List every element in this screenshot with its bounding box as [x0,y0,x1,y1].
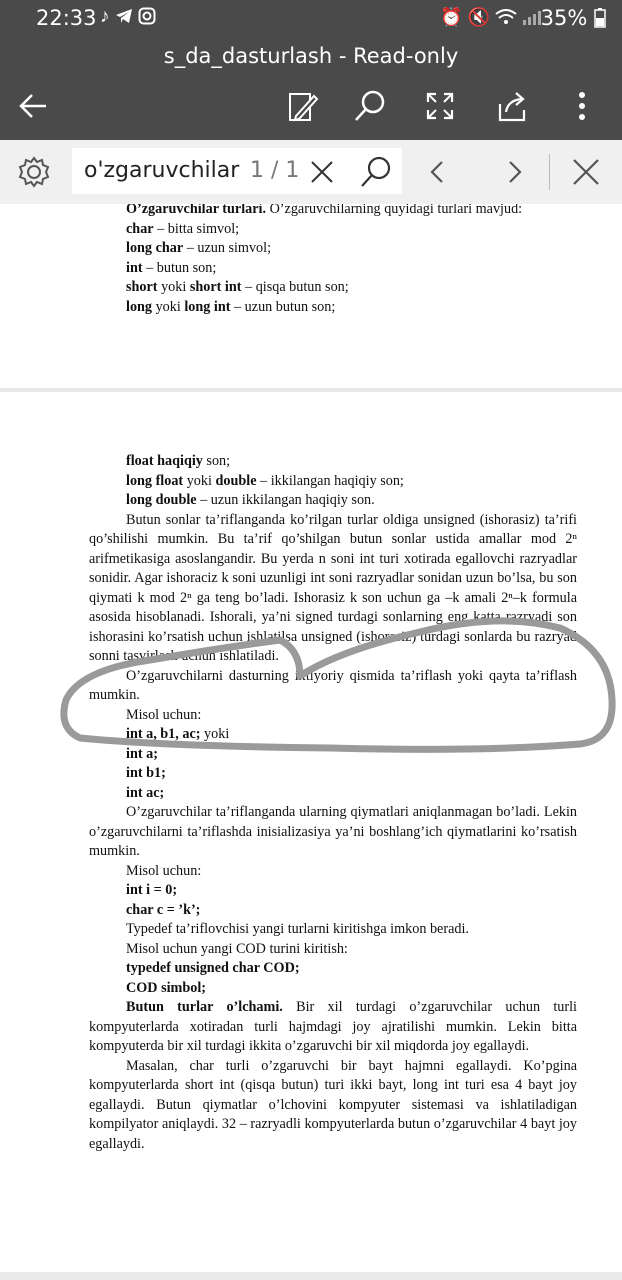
example-label-2: Misol uchun: [126,862,202,879]
type-float: float haqiqiy son; [126,453,231,469]
tiktok-icon: ♪ [100,6,110,27]
status-bar [0,0,622,38]
pdf-page-2 [0,392,622,1272]
find-bar [0,140,622,205]
find-divider [549,154,550,190]
previous-match-icon[interactable] [418,152,458,192]
code-line: typedef unsigned char COD; [126,960,300,976]
share-icon[interactable] [492,88,532,124]
type-long-char: long char – uzun simvol; [126,240,272,256]
edit-icon[interactable] [282,88,322,124]
system-icons [440,7,542,28]
battery-status [541,6,606,30]
paragraph-size: Butun turlar o’lchami. Bir xil turdagi o’zgaruvchilar uchun turli kompyuterlarda xotiradan turli hajmdagi joy ajratilishi mumkin. Lekin bitta kompyuterda bir xil turdagi ikkita o’zgaruvchi bir xil miqdorda joy egallaydi. [89,999,577,1054]
types-heading: O’zgaruvchilar turlari. O’zgaruvchilarning quyidagi turlari mavjud: [126,204,523,217]
document-title: s_da_dasturlash - Read-only [163,44,459,68]
type-long-float: long float yoki double – ikkilangan haqiqiy son; [126,472,404,489]
fullscreen-icon[interactable] [420,88,460,124]
paragraph-unsigned: Butun sonlar ta’riflanganda ko’rilgan turlar oldiga unsigned (ishorasiz) ta’rifi qo’shilishi mumkin. Bu ta’rif qo’shilgan butun sonlar ustida amallar mod 2ⁿ arifmetikasiga asoslangandir. Bu yerda n soni int turi xotirada egallovchi razryadlar sonidir. Agar ishoraciz k soni uzunligi int soni razryadlar sonidan uzun bo’lsa, bu son qiymati k mod 2ⁿ ga teng bo’ladi. Ishorasiz k son uchun ga –k amali 2ⁿ–k formula asosida hisoblanadi. Ishorali, ya’ni signed turdagi sonlarning eng katta razryadi son ishorasini ko’rsatish uchun ishlatilsa unsigned (ishorasiz) turdagi sonlarda bu razryad sonni tasvirlash uchun ishlatiladi. [89,511,577,664]
paragraph-example-bytes: Masalan, char turli o’zgaruvchi bir bayt hajmni egallaydi. Ko’pgina kompyuterlarda short int (qisqa butun) turi ikki bayt, long int turi esa 4 bayt joy egallaydi. Butun qiymatlar o’lchovini kompyuter sistemasi va ishlatiladigan kompilyator aniqlaydi. 32 – razryadli kompyuterlarda butun o’zgaruvchilar 4 bayt joy egallaydi. [89,1057,577,1152]
type-char: char – bitta simvol; [126,220,240,237]
wifi-icon [495,9,517,25]
paragraph-init: O’zgaruvchilar ta’riflanganda ularning qiymatlari aniqlanmagan bo’ladi. Lekin o’zgaruvchilarni ta’riflashda inisializasiya ya’ni boshlang’ich qiymatlarini ko’rsatish mumkin. [89,804,577,859]
battery-percent: 35% [540,6,588,30]
find-search-icon[interactable] [358,154,394,190]
signal-icon [522,9,542,25]
search-icon[interactable] [350,88,390,124]
type-short: short yoki short int – qisqa butun son; [126,279,349,295]
code-line: int a; [126,745,158,762]
type-long: long yoki long int – uzun butun son; [126,298,336,315]
next-match-icon[interactable] [494,152,534,192]
alarm-icon: ⏰ [440,7,463,27]
notification-icons [100,6,156,28]
type-int: int – butun son; [126,259,217,276]
paragraph-cod: Misol uchun yangi COD turini kiritish: [126,940,348,957]
find-query: o'zgaruvchilar [84,158,240,183]
settings-gear-icon[interactable] [14,152,54,192]
code-line: int b1; [126,765,166,781]
code-line: char c = ’k’; [126,901,201,918]
code-line: int i = 0; [126,882,178,898]
back-arrow-icon[interactable] [16,88,56,124]
instagram-icon [138,7,156,25]
status-time: 22:33 [36,6,97,30]
battery-icon [594,8,606,28]
paragraph-typedef: Typedef ta’riflovchisi yangi turlarni kiritishga imkon beradi. [126,921,469,937]
more-options-icon[interactable] [562,88,602,124]
app-header [0,38,622,140]
document-viewer[interactable] [0,204,622,1280]
close-find-icon[interactable] [566,152,606,192]
telegram-icon [115,8,133,24]
code-line: COD simbol; [126,979,207,996]
mute-icon: 🔇 [467,7,490,27]
find-input[interactable] [72,148,402,194]
paragraph-define: O’zgaruvchilarni dasturning ixtiyoriy qismida ta’riflash yoki qayta ta’riflash mumkin. [89,667,577,703]
example-label-1: Misol uchun: [126,706,202,723]
code-line: int ac; [126,784,165,801]
match-count: 1 / 1 [250,158,300,183]
type-long-double: long double – uzun ikkilangan haqiqiy son. [126,492,375,508]
code-line: int a, b1, ac; yoki [126,726,230,742]
pdf-page-1 [0,204,622,388]
clear-icon[interactable] [308,158,336,186]
